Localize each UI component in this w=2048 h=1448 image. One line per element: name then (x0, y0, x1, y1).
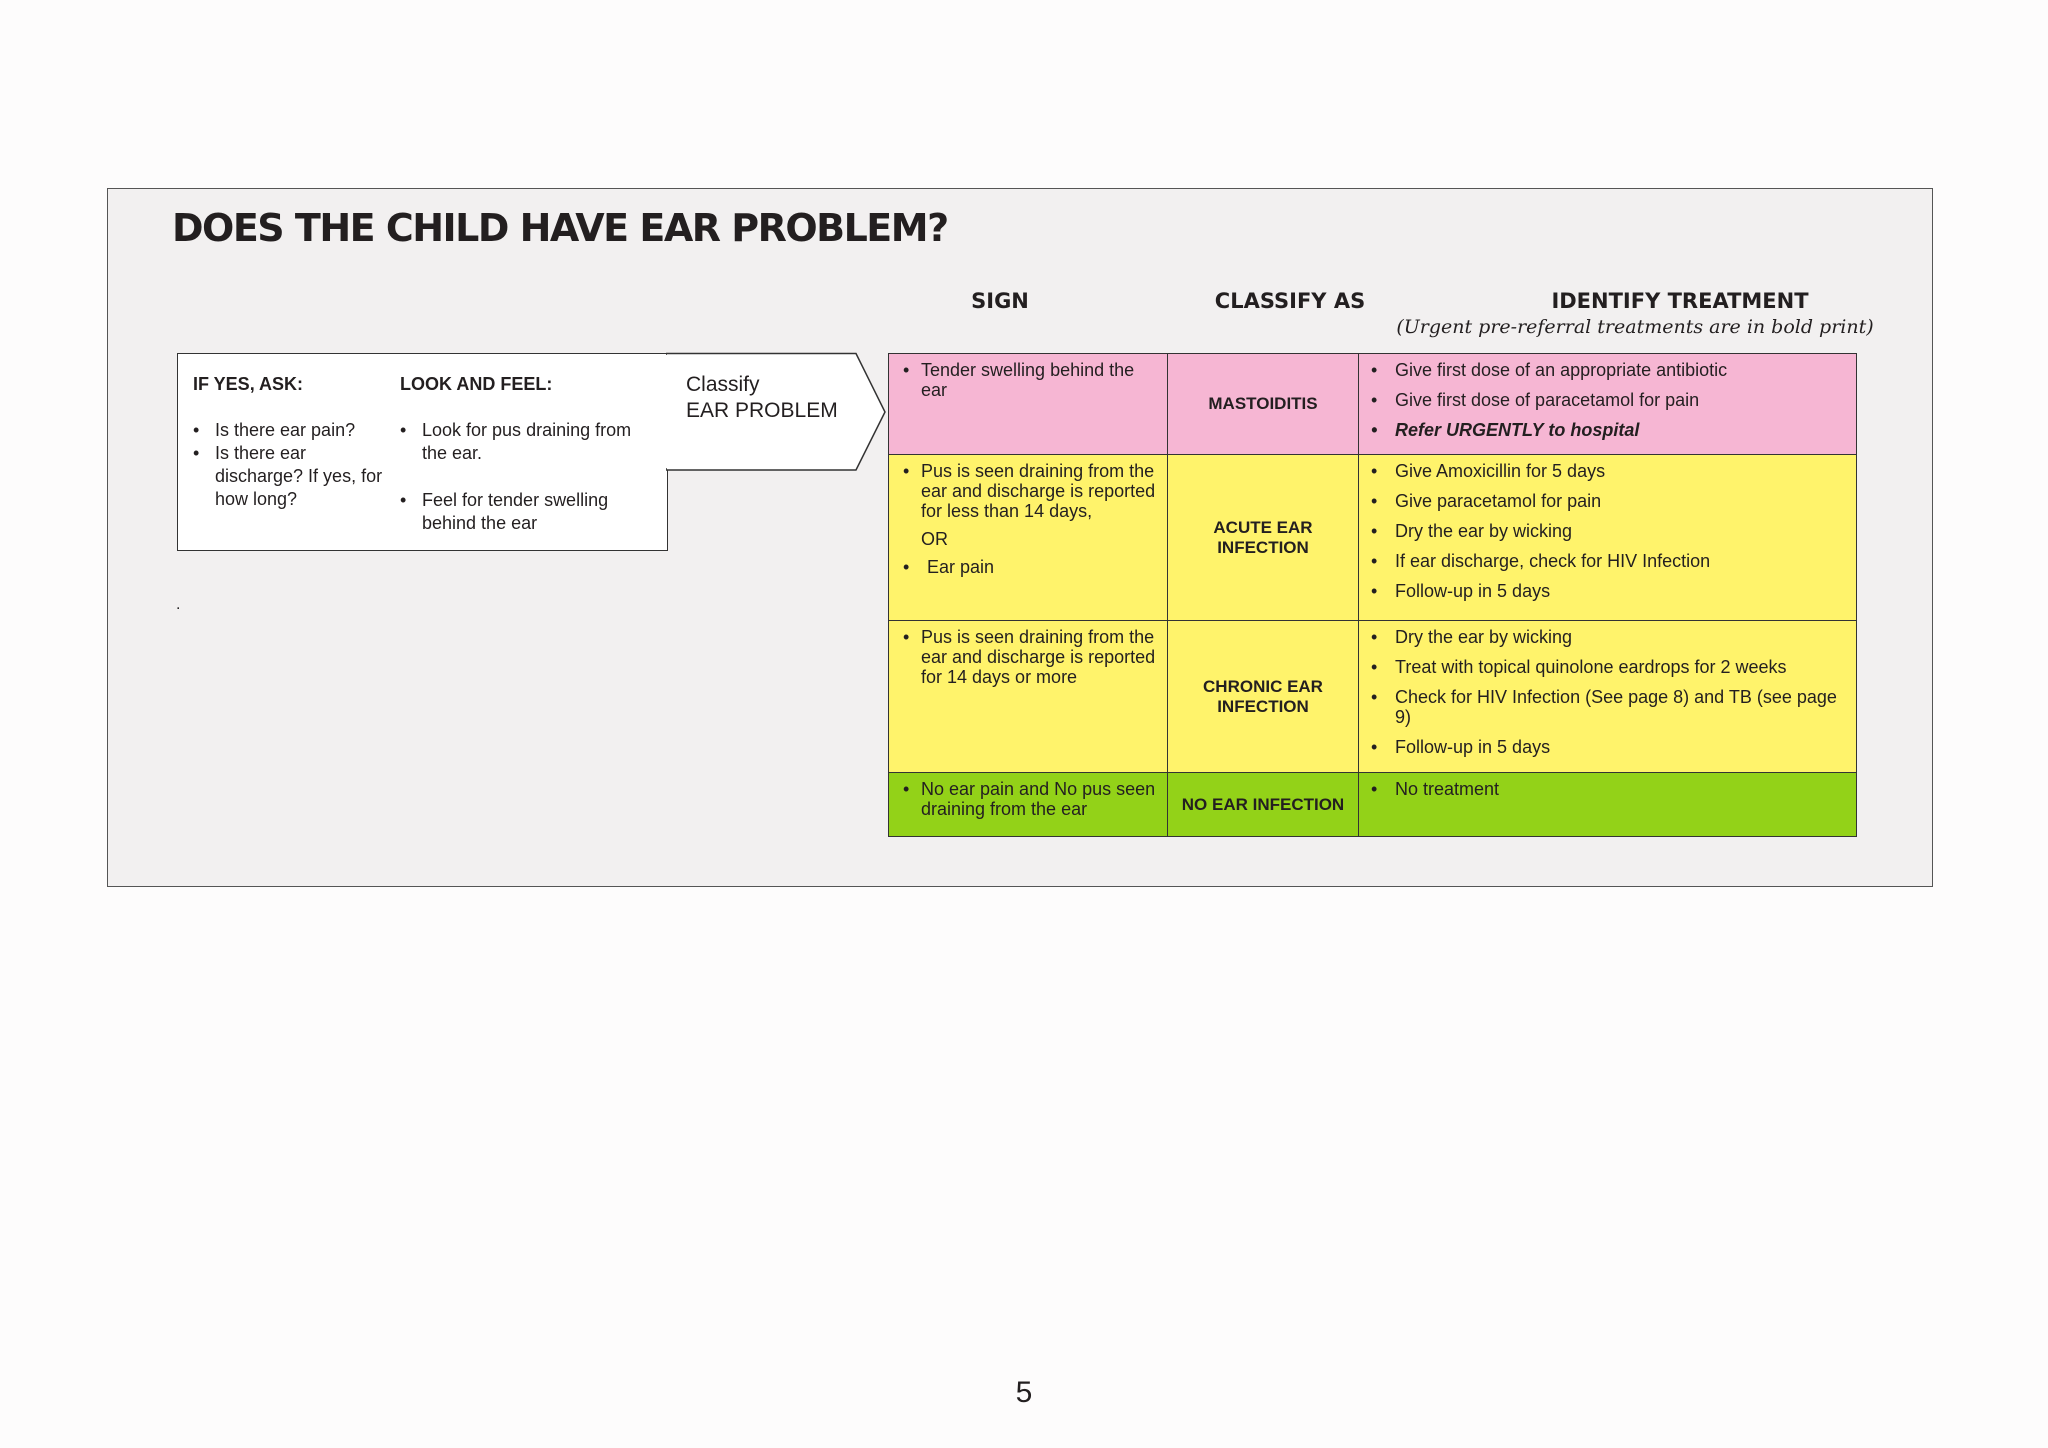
treatment-item: • Follow-up in 5 days (1371, 737, 1846, 757)
look-feel-list (400, 419, 660, 535)
table-row (889, 455, 1857, 621)
treatment-item: • Follow-up in 5 days (1371, 581, 1846, 601)
treatment-item: • Dry the ear by wicking (1371, 521, 1846, 541)
treatment-note: (Urgent pre-referral treatments are in bold print) (1396, 316, 1874, 338)
treatment-item: • No treatment (1371, 779, 1846, 799)
classify-column-header: CLASSIFY AS (1214, 289, 1366, 313)
treatment-item: • Dry the ear by wicking (1371, 627, 1846, 647)
sign-cell (889, 621, 1168, 773)
page-title: DOES THE CHILD HAVE EAR PROBLEM? (172, 206, 948, 250)
look-item: • Feel for tender swelling behind the ear (400, 489, 660, 535)
treatment-item: • Treat with topical quinolone eardrops for 2 weeks (1371, 657, 1846, 677)
sign-cell (889, 773, 1168, 837)
treatment-item: • If ear discharge, check for HIV Infection (1371, 551, 1846, 571)
look-feel-heading: LOOK AND FEEL: (400, 374, 553, 394)
stray-dot: . (176, 596, 181, 613)
sign-item: • Ear pain (903, 557, 1157, 577)
classification-cell: ACUTE EAR INFECTION (1168, 455, 1359, 621)
sign-item: • No ear pain and No pus seen draining from the ear (903, 779, 1157, 819)
sign-item: • Pus is seen draining from the ear and discharge is reported for 14 days or more (903, 627, 1157, 687)
classify-label: Classify EAR PROBLEM (686, 373, 838, 422)
treatment-item: • Give Amoxicillin for 5 days (1371, 461, 1846, 481)
treatment-cell (1359, 455, 1857, 621)
sign-column-header: SIGN (971, 289, 1029, 313)
ask-heading: IF YES, ASK: (193, 374, 304, 394)
treatment-cell (1359, 354, 1857, 455)
treatment-item: • Give first dose of paracetamol for pain (1371, 390, 1846, 410)
classification-cell: NO EAR INFECTION (1168, 773, 1359, 837)
treatment-cell (1359, 773, 1857, 837)
sign-item: • Pus is seen draining from the ear and discharge is reported for less than 14 days, (903, 461, 1157, 521)
classification-cell: CHRONIC EAR INFECTION (1168, 621, 1359, 773)
classification-cell: MASTOIDITIS (1168, 354, 1359, 455)
page-number: 5 (1015, 1376, 1033, 1409)
sign-cell (889, 354, 1168, 455)
treatment-column-header: IDENTIFY TREATMENT (1551, 289, 1809, 313)
ask-list (193, 419, 393, 511)
ask-item: • Is there ear pain? (193, 419, 393, 442)
look-item: • Look for pus draining from the ear. (400, 419, 660, 465)
classification-table (888, 353, 1857, 837)
table-row (889, 354, 1857, 455)
treatment-item: • Check for HIV Infection (See page 8) and TB (see page 9) (1371, 687, 1846, 727)
treatment-item: • Give paracetamol for pain (1371, 491, 1846, 511)
table-row (889, 773, 1857, 837)
treatment-item: • Give first dose of an appropriate antibiotic (1371, 360, 1846, 380)
sign-cell (889, 455, 1168, 621)
sign-or: OR (921, 529, 948, 549)
table-row (889, 621, 1857, 773)
sign-item: • Tender swelling behind the ear (903, 360, 1157, 400)
treatment-cell (1359, 621, 1857, 773)
treatment-item-urgent: • Refer URGENTLY to hospital (1371, 420, 1846, 440)
ask-item: • Is there ear discharge? If yes, for how long? (193, 442, 393, 511)
